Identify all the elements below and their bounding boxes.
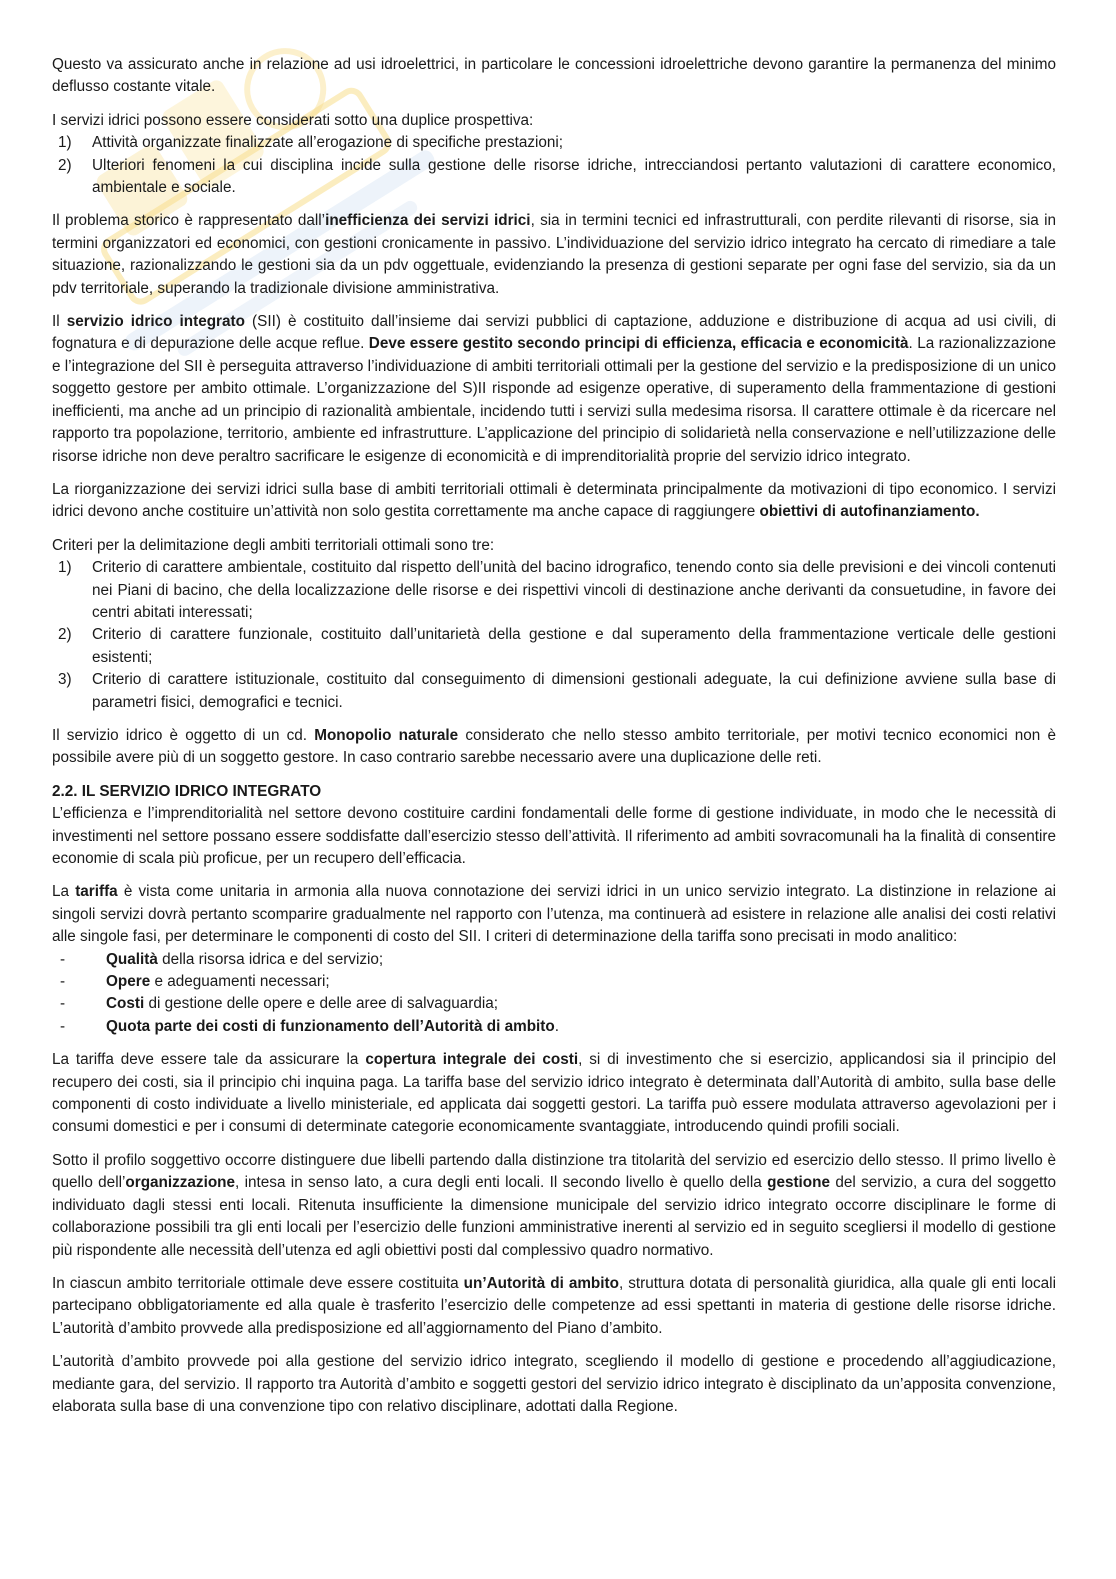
list-item: - Qualità della risorsa idrica e del servizio; <box>60 950 384 968</box>
section-heading: 2.2. IL SERVIZIO IDRICO INTEGRATO <box>52 782 322 800</box>
list-item: 1) Attività organizzate finalizzate all’erogazione di specifiche prestazioni; <box>58 134 564 152</box>
paragraph-11: Sotto il profilo soggettivo occorre distinguere due libelli partendo dalla distinzione tra titolarità del servizio ed esercizio dello stesso. Il primo livello è quello dell’organizzazione, intesa in senso lato, a cura degli enti locali. Il secondo livello è quello della gestione del servizio, a cura del soggetto individuato dagli stessi enti locali. Ritenuta insufficiente la dimensione municipale del servizio idrico integrato occorre disciplinare le forme di collaborazione possibili tra gli enti locali per l’esercizio delle funzioni amministrative inerenti al servizio ed in seguito scegliersi il modello di gestione più rispondente alle necessità dell’utenza ed agli obiettivi posti dal complessivo quadro normativo. <box>52 1151 1056 1259</box>
list-item: - Quota parte dei costi di funzionamento dell’Autorità di ambito. <box>60 1017 559 1035</box>
list-item: 1) Criterio di carattere ambientale, costituito dal rispetto dell’unità del bacino idrografico, tenendo conto sia delle previsioni e dei vincoli contenuti nei Piani di bacino, che della localizzazione delle risorse e dei rispettivi vincoli di destinazione anche derivanti da consuetudine, in favore dei centri abitati interessati; <box>58 559 1056 621</box>
numbered-list-prospettive <box>52 132 1056 199</box>
list-item: 3) Criterio di carattere istituzionale, costituito dal conseguimento di dimensioni gestionali adeguate, la cui definizione avviene sulla base di parametri fisici, demografici e tecnici. <box>58 671 1056 711</box>
paragraph-7: Il servizio idrico è oggetto di un cd. Monopolio naturale considerato che nello stesso ambito territoriale, per motivi tecnico economici non è possibile avere più di un soggetto gestore. In caso contrario sarebbe necessario avere una duplicazione delle reti. <box>52 726 1056 767</box>
paragraph-3: Il problema storico è rappresentato dall’inefficienza dei servizi idrici, sia in termini tecnici ed infrastrutturali, con perdite rilevanti di risorse, sia in termini organizzatori ed economici, con gestioni cronicamente in passivo. L’individuazione del servizio idrico integrato ha cercato di rimediare a tale situazione, razionalizzando le gestioni sia da un pdv oggettuale, evidenziando la presenza di gestioni separate per ogni fase del servizio, sia da un pdv territoriale, superando la tradizionale divisione amministrativa. <box>52 212 1056 297</box>
paragraph-4: Il servizio idrico integrato (SII) è costituito dall’insieme dai servizi pubblici di captazione, adduzione e distribuzione di acqua ad usi civili, di fognatura e di depurazione delle acque reflue. Deve essere gestito secondo principi di efficienza, efficacia e economicità. La razionalizzazione e l’integrazione del SII è perseguita attraverso l’individuazione di ambiti territoriali ottimali per la gestione del servizio e la predisposizione di un unico soggetto gestore per ambito ottimale. L’organizzazione del S)II risponde ad esigenze operative, di superamento della frammentazione di gestioni inefficienti, ma anche ad un principio di razionalità ambientale, incidendo tutti i servizi sulla medesima risorsa. Il carattere ottimale è da ricercare nel rapporto tra popolazione, territorio, ambiente ed infrastrutture. L’applicazione del principio di solidarietà nella conservazione e nell’utilizzazione delle risorse idriche non deve peraltro sacrificare le esigenze di economicità e di imprenditorialità proprie del servizio idrico integrato. <box>52 313 1056 465</box>
paragraph-1: Questo va assicurato anche in relazione ad usi idroelettrici, in particolare le concessioni idroelettriche devono garantire la permanenza del minimo deflusso costante vitale. <box>52 56 1056 96</box>
bullet-list-criteri-tariffa <box>52 949 1056 1039</box>
numbered-list-criteri <box>52 557 1056 714</box>
list-item: 2) Criterio di carattere funzionale, costituito dall’unitarietà della gestione e dal superamento della frammentazione verticale delle gestioni esistenti; <box>58 626 1056 666</box>
list-item: 2) Ulteriori fenomeni la cui disciplina incide sulla gestione delle risorse idriche, intrecciandosi pertanto valutazioni di carattere economico, ambientale e sociale. <box>58 156 1056 197</box>
list-item: - Opere e adeguamenti necessari; <box>60 973 330 991</box>
paragraph-6: Criteri per la delimitazione degli ambiti territoriali ottimali sono tre: <box>52 536 495 554</box>
paragraph-5: La riorganizzazione dei servizi idrici sulla base di ambiti territoriali ottimali è determinata principalmente da motivazioni di tipo economico. I servizi idrici devono anche costituire un’attività non solo gestita correttamente ma anche capace di raggiungere obiettivi di autofinanziamento. <box>52 480 1056 521</box>
document-body <box>52 54 1056 1429</box>
paragraph-2: I servizi idrici possono essere considerati sotto una duplice prospettiva: <box>52 111 534 129</box>
paragraph-12: In ciascun ambito territoriale ottimale deve essere costituita un’Autorità di ambito, struttura dotata di personalità giuridica, alla quale gli enti locali partecipano obbligatoriamente ed alla quale è trasferito l’esercizio delle competenze ad essi spettanti in materia di gestione delle risorse idriche. L’autorità d’ambito provvede alla predisposizione ed all’aggiornamento del Piano d’ambito. <box>52 1274 1056 1337</box>
paragraph-13: L’autorità d’ambito provvede poi alla gestione del servizio idrico integrato, scegliendo il modello di gestione e procedendo all’aggiudicazione, mediante gara, del servizio. Il rapporto tra Autorità d’ambito e soggetti gestori del servizio idrico integrato è disciplinato da un’apposita convenzione, elaborata sulla base di una convenzione tipo con relativo disciplinare, adottati dalla Regione. <box>52 1353 1056 1415</box>
paragraph-9: La tariffa è vista come unitaria in armonia alla nuova connotazione dei servizi idrici in un unico servizio integrato. La distinzione in relazione ai singoli servizi dovrà pertanto scomparire gradualmente nel rapporto con l’utenza, ma continuerà ad esistere in relazione alle analisi dei costi relativi alle singole fasi, per determinare le componenti di costo del SII. I criteri di determinazione della tariffa sono precisati in modo analitico: <box>52 883 1056 946</box>
paragraph-10: La tariffa deve essere tale da assicurare la copertura integrale dei costi, si di investimento che si esercizio, applicandosi sia il principio del recupero dei costi, sia il principio chi inquina paga. La tariffa base del servizio idrico integrato è determinata dall’Autorità di ambito, sulla base delle componenti di costo individuate a livello ministeriale, ed applicata dai soggetti gestori. La tariffa può essere modulata attraverso agevolazioni per i consumi domestici e per i consumi di determinate categorie economicamente svantaggiate, introducendo quindi profili sociali. <box>52 1051 1056 1136</box>
list-item: - Costi di gestione delle opere e delle aree di salvaguardia; <box>60 995 499 1013</box>
paragraph-8: L’efficienza e l’imprenditorialità nel settore devono costituire cardini fondamentali delle forme di gestione individuate, in modo che le necessità di investimenti nel settore possano essere soddisfatte dall’esercizio stesso dell’attività. Il riferimento ad ambiti sovracomunali ha la finalità di consentire economie di scala più proficue, per un recupero dell’efficacia. <box>52 805 1056 867</box>
